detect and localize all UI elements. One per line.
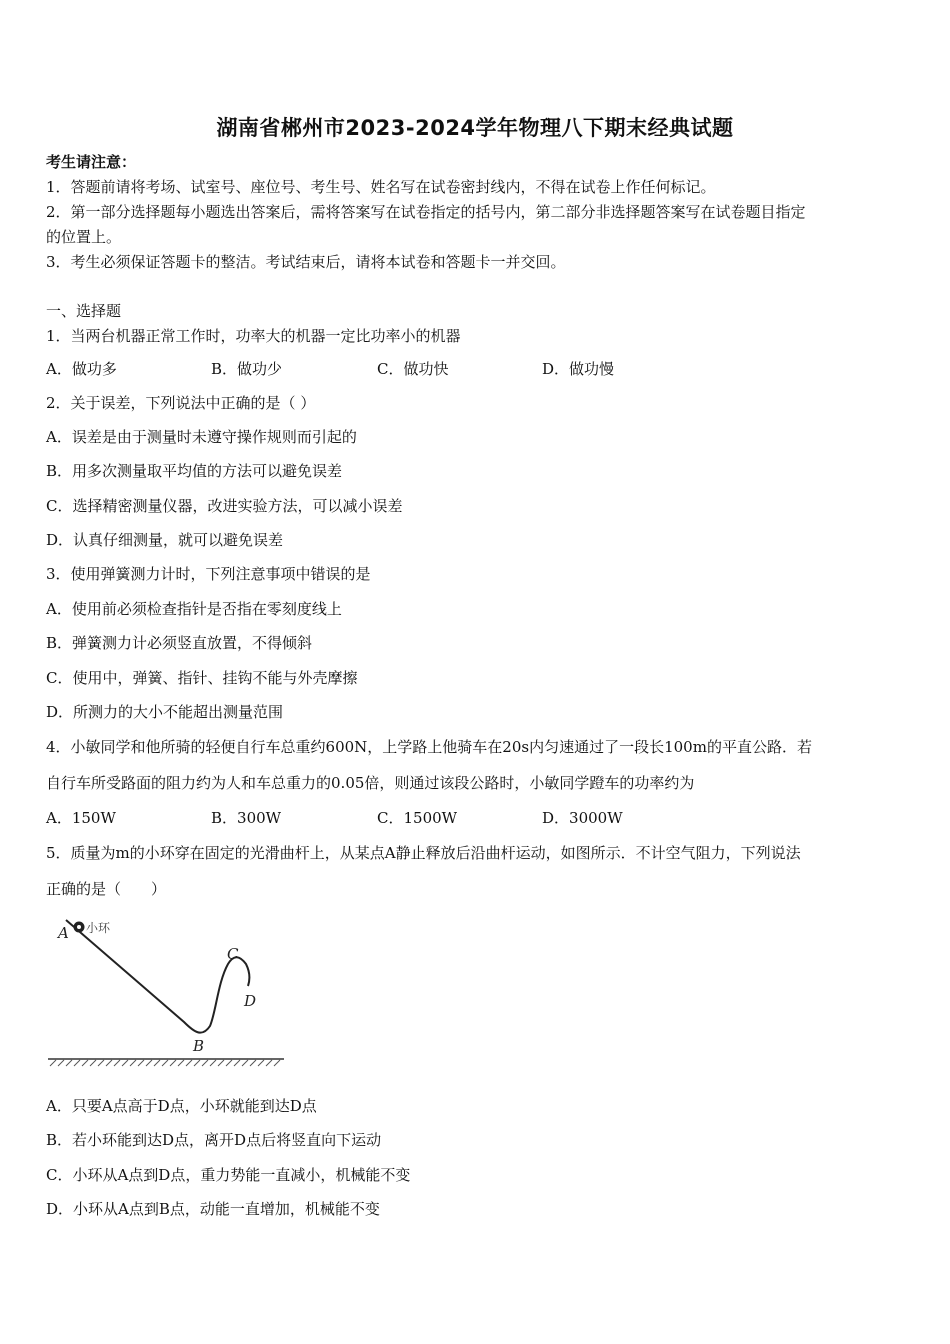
q1-stem: 1．当两台机器正常工作时，功率大的机器一定比功率小的机器 <box>46 327 461 345</box>
notice-heading: 考生请注意： <box>46 153 137 171</box>
q1-option-b: B．做功少 <box>211 360 283 378</box>
q3-stem: 3．使用弹簧测力计时，下列注意事项中错误的是 <box>46 565 371 583</box>
q3-option-c: C．使用中，弹簧、指针、挂钩不能与外壳摩擦 <box>46 669 358 687</box>
q1-option-d: D．做功慢 <box>542 360 615 378</box>
q4-stem-line1: 4．小敏同学和他所骑的轻便自行车总重约600N，上学路上他骑车在20s内匀速通过了一段长100m的平直公路．若 <box>46 738 812 756</box>
section-heading: 一、选择题 <box>46 302 122 320</box>
q4-option-d: D．3000W <box>542 809 623 827</box>
q3-option-d: D．所测力的大小不能超出测量范围 <box>46 703 284 721</box>
label-a: A <box>58 924 69 942</box>
ground-hatching <box>50 1060 280 1066</box>
q2-option-b: B．用多次测量取平均值的方法可以避免误差 <box>46 462 343 480</box>
q3-option-a: A．使用前必须检查指针是否指在零刻度线上 <box>46 600 342 618</box>
q3-option-b: B．弹簧测力计必须竖直放置，不得倾斜 <box>46 634 313 652</box>
exam-title: 湖南省郴州市2023-2024学年物理八下期末经典试题 <box>216 116 734 140</box>
small-ring-hole <box>77 925 81 929</box>
q1-option-a: A．做功多 <box>46 360 117 378</box>
q5-option-b: B．若小环能到达D点，离开D点后将竖直向下运动 <box>46 1131 382 1149</box>
notice-item-2: 2．第一部分选择题每小题选出答案后，需将答案写在试卷指定的括号内，第二部分非选择题答案写在试卷题目指定 <box>46 203 806 221</box>
q2-option-c: C．选择精密测量仪器，改进实验方法，可以减小误差 <box>46 497 403 515</box>
q4-stem-line2: 自行车所受路面的阻力约为人和车总重力的0.05倍，则通过该段公路时，小敏同学蹬车的功率约为 <box>46 774 695 792</box>
q5-curved-rod-figure <box>44 912 294 1072</box>
label-c: C <box>227 945 239 963</box>
q5-stem-line2: 正确的是（ ） <box>46 880 167 898</box>
q5-option-a: A．只要A点高于D点，小环就能到达D点 <box>46 1097 317 1115</box>
q5-option-c: C．小环从A点到D点，重力势能一直减小，机械能不变 <box>46 1166 411 1184</box>
q4-option-c: C．1500W <box>377 809 458 827</box>
notice-item-3: 3．考生必须保证答题卡的整洁。考试结束后，请将本试卷和答题卡一并交回。 <box>46 253 566 271</box>
q5-option-d: D．小环从A点到B点，动能一直增加，机械能不变 <box>46 1200 380 1218</box>
q1-option-c: C．做功快 <box>377 360 449 378</box>
q5-stem-line1: 5．质量为m的小环穿在固定的光滑曲杆上，从某点A静止释放后沿曲杆运动，如图所示．不计空气阻力，下列说法 <box>46 844 801 862</box>
q4-option-a: A．150W <box>46 809 116 827</box>
notice-item-1: 1．答题前请将考场、试室号、座位号、考生号、姓名写在试卷密封线内，不得在试卷上作任何标记。 <box>46 178 716 196</box>
label-ring: 小环 <box>86 921 111 935</box>
q4-option-b: B．300W <box>211 809 282 827</box>
label-b: B <box>193 1037 205 1055</box>
curved-rod <box>66 920 249 1033</box>
q2-option-d: D．认真仔细测量，就可以避免误差 <box>46 531 284 549</box>
q2-option-a: A．误差是由于测量时未遵守操作规则而引起的 <box>46 428 357 446</box>
notice-item-2-cont: 的位置上。 <box>46 228 122 246</box>
label-d: D <box>244 992 257 1010</box>
q2-stem: 2．关于误差，下列说法中正确的是（ ） <box>46 394 316 412</box>
